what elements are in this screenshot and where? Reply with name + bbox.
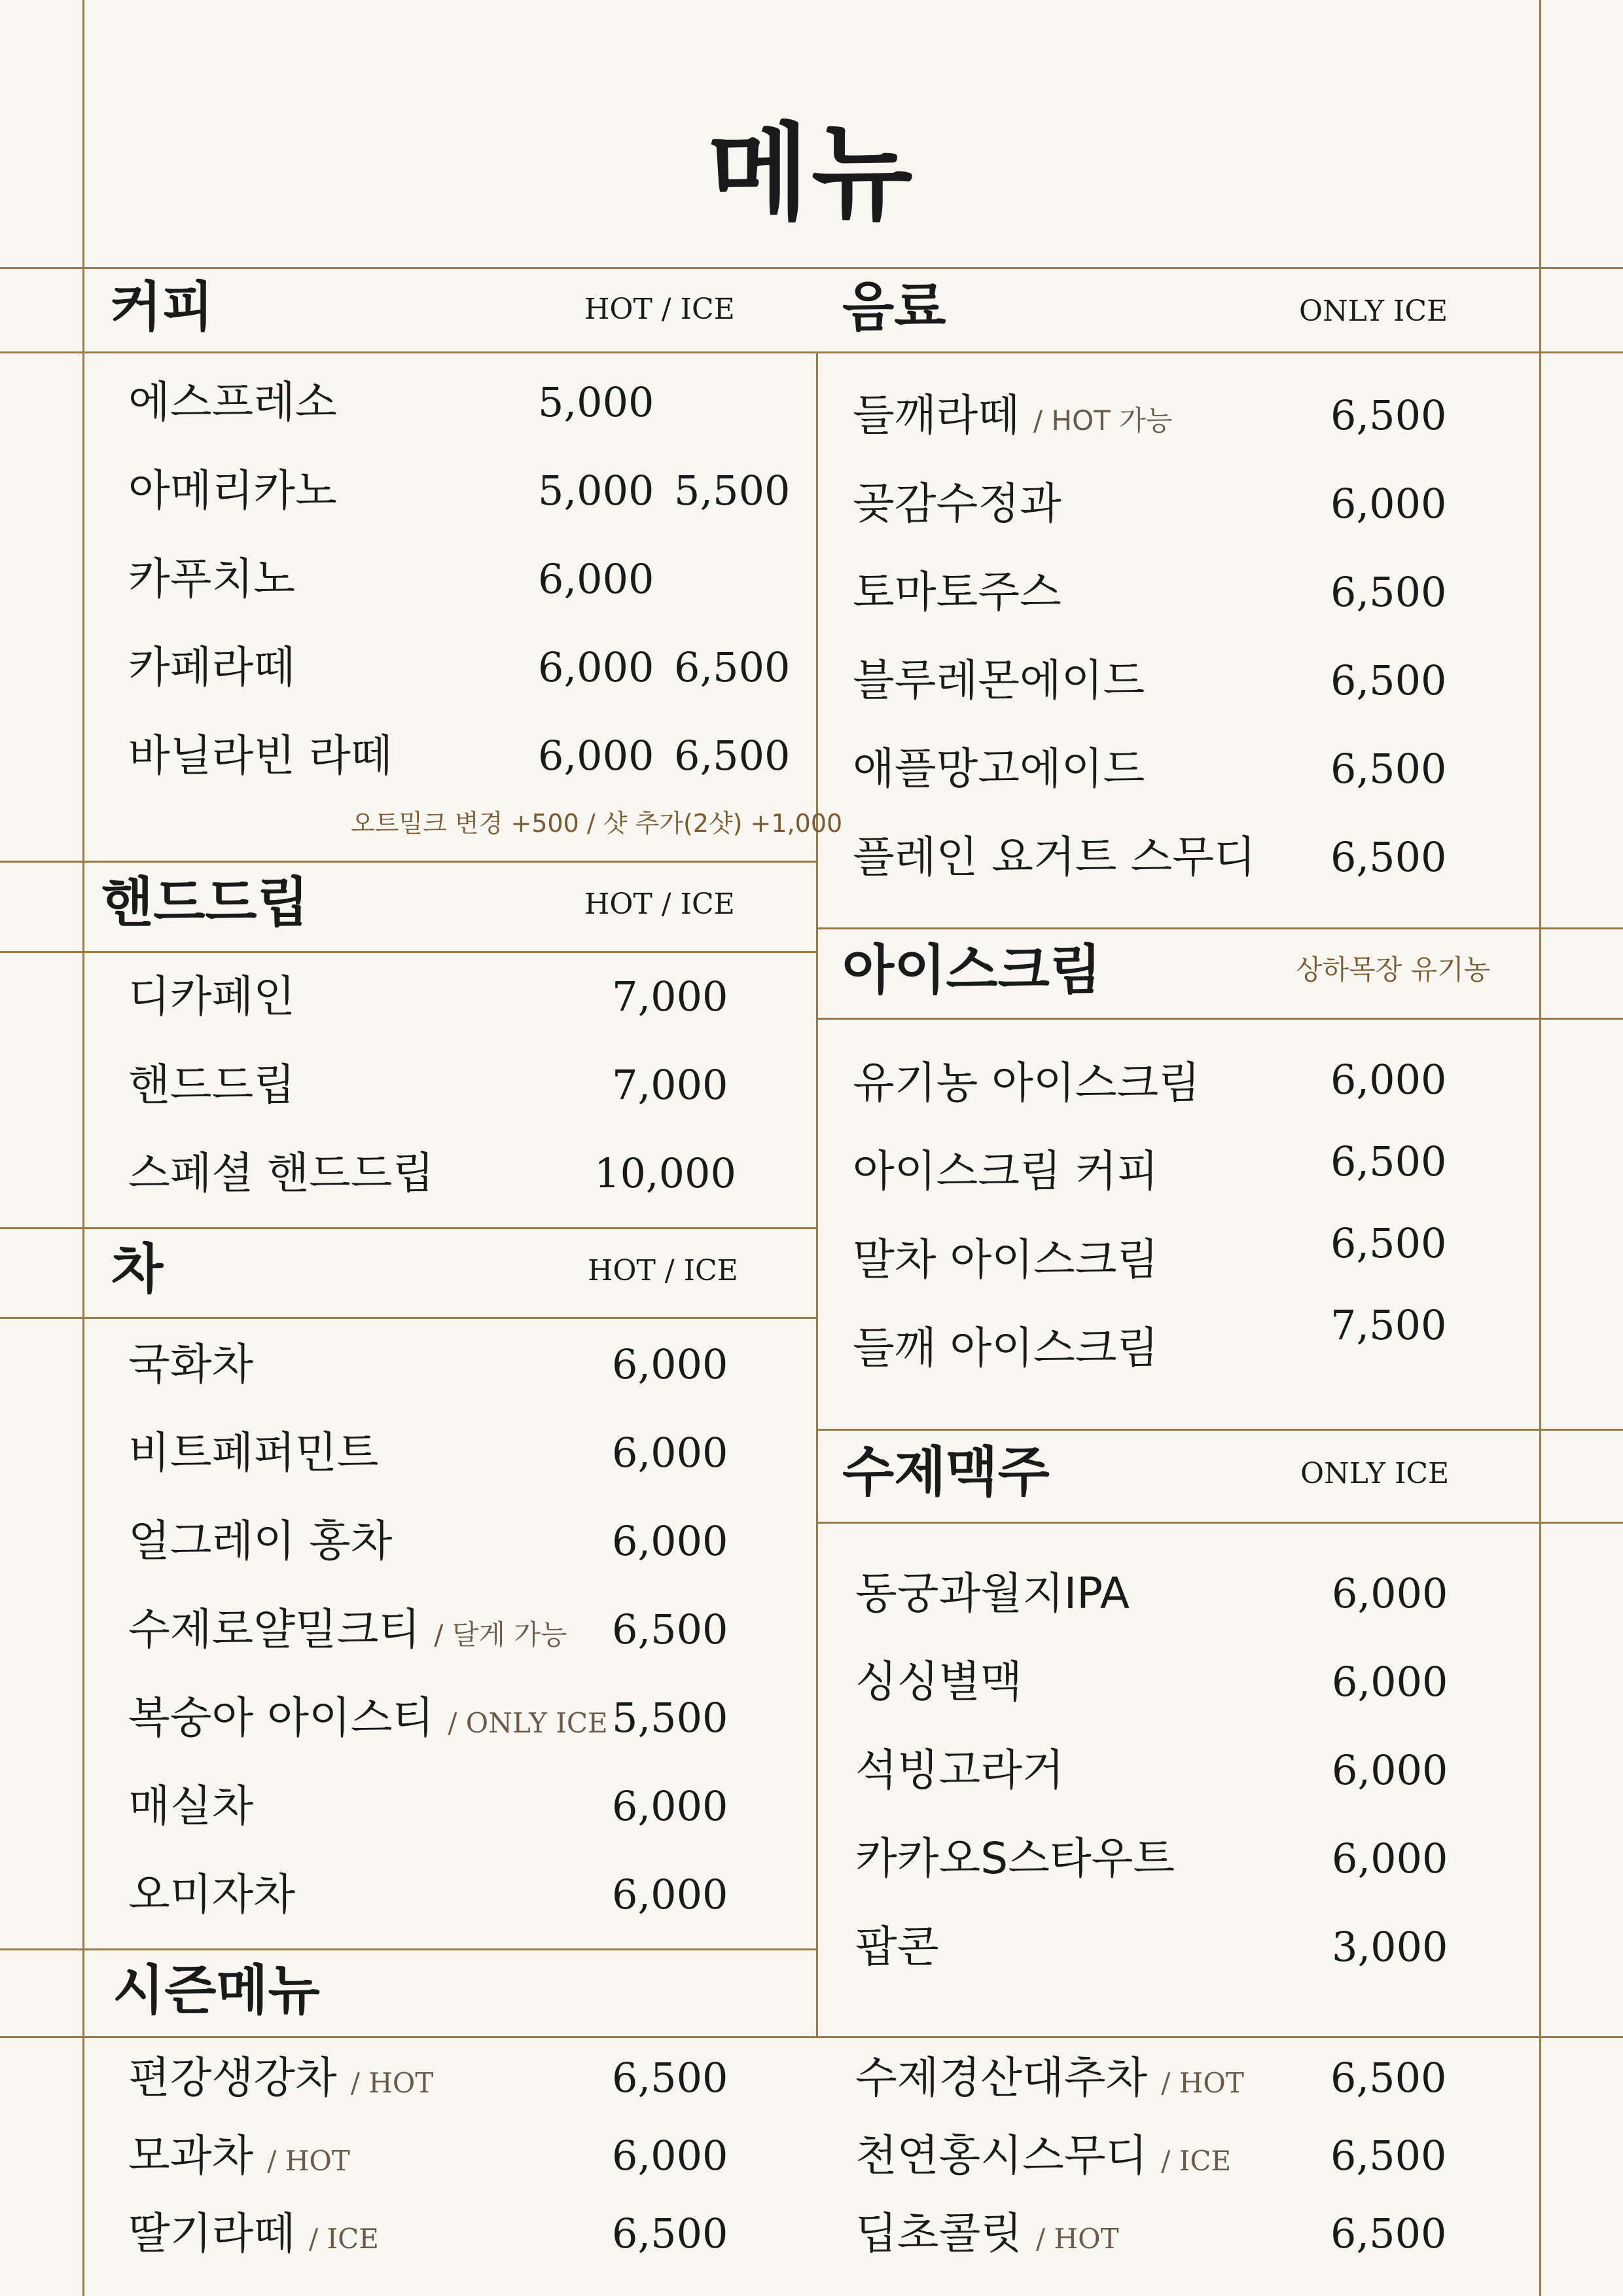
menu-item-name: 곶감수정과: [853, 478, 1061, 529]
menu-item-name: 들깨라떼: [853, 390, 1020, 440]
menu-item-name: 국화차: [128, 1339, 254, 1390]
menu-item-name: 비트페퍼민트: [128, 1427, 379, 1478]
divider: [0, 1948, 818, 1950]
menu-item-price: 6,000: [1332, 1835, 1448, 1882]
divider: [0, 1227, 818, 1229]
menu-item-name: 딥초콜릿: [855, 2208, 1023, 2259]
menu-item-name: 바닐라빈 라떼: [128, 730, 393, 781]
menu-item-name: 석빙고라거: [855, 1745, 1064, 1795]
menu-item-option: / ICE: [1161, 2145, 1232, 2177]
menu-item-price: 6,500: [1330, 568, 1447, 616]
menu-item-price-ice: 6,500: [674, 643, 791, 691]
menu-item-price-ice: 5,500: [674, 467, 791, 514]
menu-item-name: 복숭아 아이스티: [128, 1693, 435, 1743]
menu-item-name: 모과차: [128, 2130, 254, 2181]
section-tag-beer: ONLY ICE: [1300, 1457, 1450, 1490]
menu-item-price-hot: 5,000: [538, 378, 654, 426]
menu-item-price: 7,000: [612, 973, 728, 1020]
divider: [0, 1317, 818, 1319]
menu-item-name: 핸드드립: [128, 1060, 296, 1110]
menu-item-price-hot: 5,000: [538, 467, 654, 514]
menu-item-name: 카푸치노: [128, 554, 296, 604]
divider: [816, 1018, 1623, 1020]
menu-item: [128, 2126, 350, 2191]
section-title-season: 시즌메뉴: [113, 1960, 320, 2022]
menu-item-name: 들깨 아이스크림: [853, 1323, 1159, 1373]
menu-item-name: 블루레몬에이드: [853, 655, 1145, 706]
divider: [0, 861, 818, 863]
menu-item-price: 6,500: [1330, 2054, 1447, 2102]
menu-item-price: 6,000: [1330, 1056, 1447, 1103]
menu-item-name: 싱싱별맥: [855, 1657, 1023, 1707]
menu-item: [855, 2204, 1119, 2269]
menu-item-name: 토마토주스: [853, 567, 1061, 617]
menu-item-name: 수제경산대추차: [855, 2053, 1148, 2103]
menu-item-price: 6,500: [1330, 1219, 1447, 1267]
menu-item-price: 6,000: [1332, 1570, 1448, 1617]
menu-item-option: / HOT: [1036, 2223, 1119, 2255]
menu-item-option: / HOT: [1161, 2067, 1244, 2099]
menu-item-price: 6,000: [1330, 480, 1447, 528]
menu-item-price: 6,500: [1330, 1138, 1447, 1185]
section-title-coffee: 커피: [110, 276, 214, 338]
menu-item-option: / HOT: [350, 2067, 434, 2099]
menu-item-price: 6,000: [612, 2132, 728, 2179]
section-title-tea: 차: [111, 1238, 164, 1300]
section-title-handdrip: 핸드드립: [101, 872, 309, 934]
menu-item-name: 아메리카노: [128, 465, 337, 516]
coffee-option-note: 오트밀크 변경 +500 / 샷 추가(2샷) +1,000: [351, 809, 843, 838]
menu-item-price-hot: 6,000: [538, 643, 654, 691]
menu-item-name: 수제로얄밀크티: [128, 1604, 421, 1655]
divider: [0, 2036, 1623, 2038]
menu-item-name: 유기농 아이스크림: [853, 1058, 1201, 1108]
menu-item-price: 6,500: [612, 2210, 728, 2257]
center-divider-line: [816, 352, 818, 2038]
menu-item-price: 6,000: [612, 1782, 728, 1830]
menu-item-price: 10,000: [594, 1149, 736, 1197]
menu-item-name: 동궁과월지IPA: [855, 1568, 1130, 1619]
section-tag-coffee: HOT / ICE: [584, 293, 735, 326]
divider: [0, 267, 1623, 269]
menu-item-option: / HOT 가능: [1033, 404, 1173, 437]
menu-item-option: / ICE: [309, 2223, 379, 2255]
menu-item-name: 카페라떼: [128, 642, 296, 692]
menu-item-price-hot: 6,000: [538, 555, 654, 603]
divider: [816, 927, 1623, 929]
menu-item: [855, 2049, 1244, 2113]
menu-item: [855, 2126, 1231, 2191]
menu-item: [128, 2049, 433, 2113]
menu-item-price: 6,500: [1330, 833, 1447, 881]
menu-item-name: 애플망고에이드: [853, 744, 1145, 794]
menu-item-name: 매실차: [128, 1781, 254, 1831]
menu-item-name: 편강생강차: [128, 2053, 337, 2103]
menu-item-name: 플레인 요거트 스무디: [853, 832, 1256, 882]
menu-item-name: 스페셜 핸드드립: [128, 1148, 435, 1198]
menu-item-price-hot: 6,000: [538, 732, 654, 780]
section-title-beer: 수제맥주: [842, 1441, 1050, 1503]
menu-item-price: 6,500: [612, 1605, 728, 1653]
menu-item-price: 6,500: [1330, 391, 1447, 439]
menu-item-name: 얼그레이 홍차: [128, 1516, 393, 1566]
menu-item-name: 아이스크림 커피: [853, 1146, 1159, 1196]
menu-item-price: 6,500: [1330, 2210, 1447, 2257]
page-title: 메뉴: [707, 112, 916, 234]
menu-item-price: 7,500: [1330, 1301, 1447, 1349]
divider: [0, 351, 1623, 353]
menu-item-name: 에스프레소: [128, 377, 337, 427]
menu-item-price: 6,000: [612, 1429, 728, 1477]
menu-item-option: / HOT: [267, 2145, 350, 2177]
menu-item-option: / ONLY ICE: [448, 1707, 608, 1739]
section-tag-icecream: 상하목장 유기농: [1296, 954, 1491, 986]
menu-item-name: 카카오S스타우트: [855, 1833, 1175, 1884]
menu-item-price-ice: 6,500: [674, 732, 791, 780]
section-title-icecream: 아이스크림: [842, 939, 1102, 1001]
section-tag-drinks: ONLY ICE: [1299, 295, 1448, 328]
menu-item-price: 3,000: [1332, 1923, 1448, 1971]
menu-item-name: 디카페인: [128, 971, 296, 1022]
menu-item-price: 6,500: [612, 2054, 728, 2102]
menu-item-price: 6,500: [1330, 2132, 1447, 2179]
menu-item-name: 오미자차: [128, 1869, 296, 1920]
menu-item: [853, 386, 1172, 450]
menu-item-price: 6,500: [1330, 656, 1447, 704]
right-border-line: [1539, 0, 1541, 2296]
menu-item: [128, 1689, 608, 1753]
menu-item-price: 6,000: [612, 1517, 728, 1565]
menu-item-price: 5,500: [612, 1694, 728, 1742]
section-title-drinks: 음료: [842, 276, 946, 338]
menu-item-price: 6,500: [1330, 745, 1447, 793]
menu-item-price: 6,000: [612, 1340, 728, 1388]
menu-item-price: 7,000: [612, 1061, 728, 1109]
menu-item-name: 팝콘: [855, 1922, 939, 1972]
divider: [816, 1522, 1623, 1524]
menu-item-price: 6,000: [1332, 1746, 1448, 1794]
section-tag-tea: HOT / ICE: [588, 1254, 738, 1287]
divider: [816, 1429, 1623, 1431]
menu-item-option: / 달게 가능: [434, 1619, 567, 1651]
divider: [0, 951, 818, 953]
section-tag-handdrip: HOT / ICE: [584, 888, 735, 921]
left-border-line: [82, 0, 84, 2296]
menu-item: [128, 1600, 567, 1664]
menu-item-price: 6,000: [1332, 1658, 1448, 1706]
menu-item-name: 딸기라떼: [128, 2208, 296, 2259]
menu-item-price: 6,000: [612, 1871, 728, 1918]
menu-item: [128, 2204, 379, 2269]
menu-item-name: 천연홍시스무디: [855, 2130, 1148, 2181]
menu-item-name: 말차 아이스크림: [853, 1234, 1159, 1285]
